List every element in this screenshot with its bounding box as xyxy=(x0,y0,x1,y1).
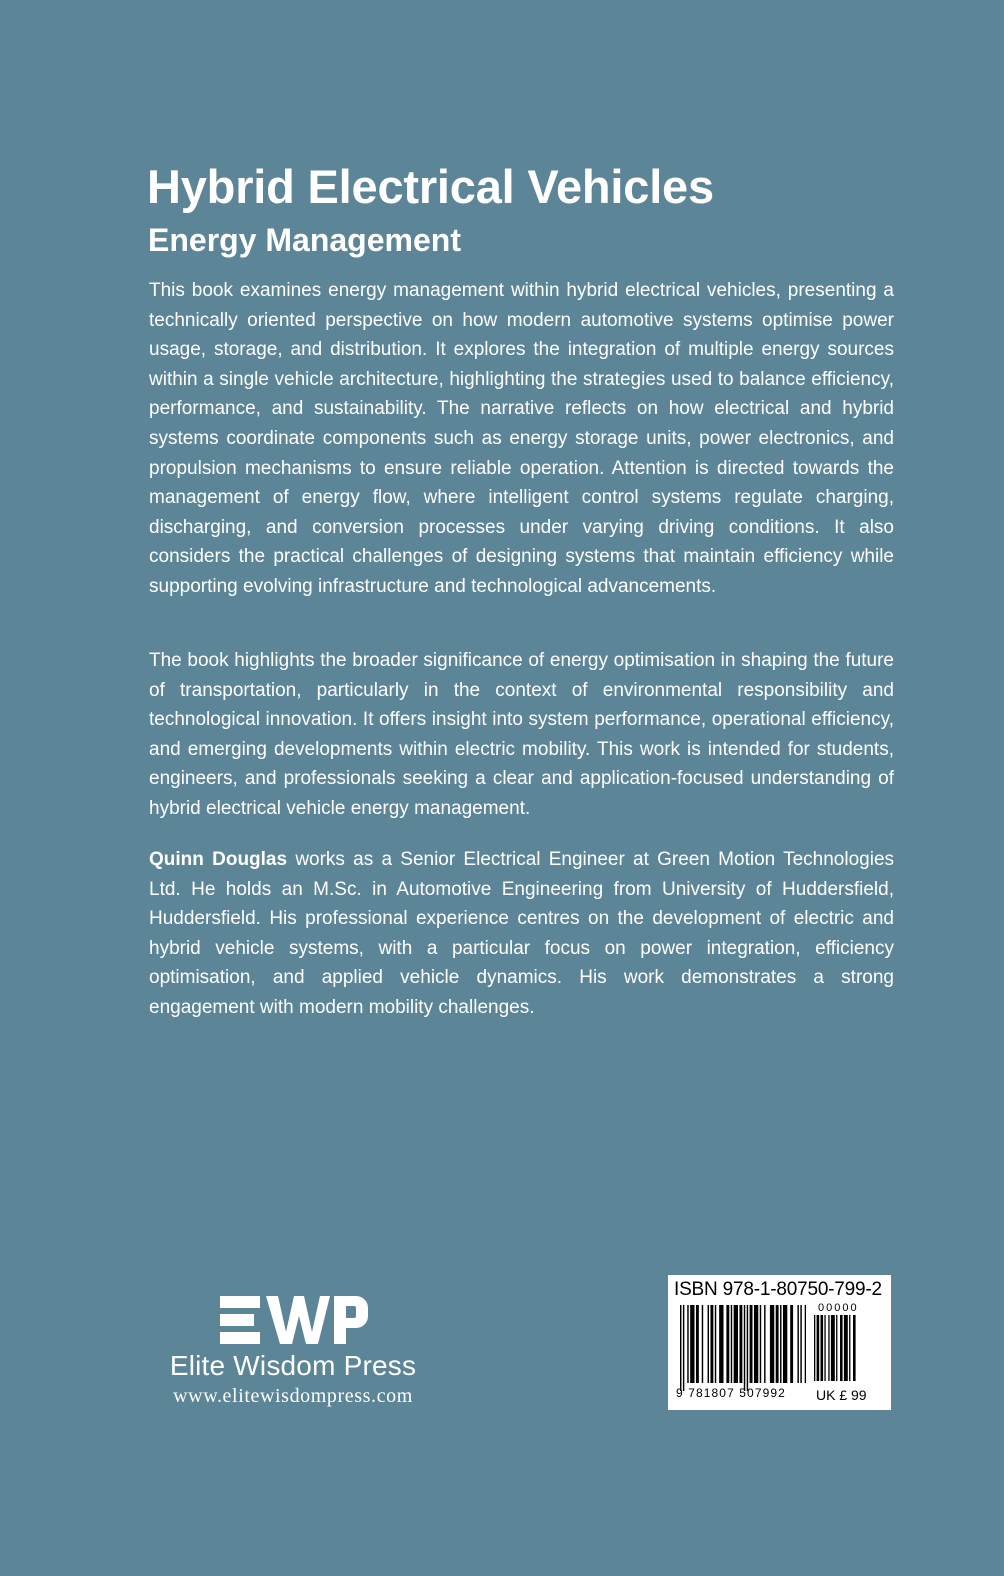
barcode-main-bars xyxy=(680,1305,806,1391)
barcode-bar xyxy=(750,1305,753,1383)
barcode-bar xyxy=(744,1305,745,1391)
ewp-logo-mark xyxy=(218,1294,368,1346)
barcode-bar xyxy=(849,1315,850,1381)
barcode-bar xyxy=(817,1315,820,1381)
barcode-bar xyxy=(754,1305,758,1383)
barcode-bar xyxy=(687,1305,688,1383)
barcode-bar xyxy=(840,1315,843,1381)
description-paragraph-2: The book highlights the broader significance of energy optimisation in shaping the future of transportation, particularly in the context of environmental responsibility and technological innovation. It offers insight into system performance, operational efficiency, and emerging developments within electric mobility. This work is intended for students, engineers, and professionals seeking a clear and application-focused understanding of hybrid electrical vehicle energy management. xyxy=(149,650,894,819)
barcode-bar xyxy=(844,1315,848,1381)
barcode-bar xyxy=(783,1305,787,1383)
author-name: Quinn Douglas xyxy=(149,849,288,870)
publisher-url: www.elitewisdompress.com xyxy=(173,1385,413,1407)
barcode-bar xyxy=(800,1305,801,1383)
barcode-bar xyxy=(780,1305,781,1383)
book-subtitle: Energy Management xyxy=(148,222,461,258)
barcode-addon-code: 00000 xyxy=(818,1302,859,1314)
barcode-bar xyxy=(683,1305,684,1391)
barcode-bar xyxy=(770,1305,774,1383)
barcode-bar xyxy=(726,1305,729,1383)
author-bio-text: works as a Senior Electrical Engineer at Green Motion Technologies Ltd. He holds an M.Sc. in Automotive Engineering from University of Huddersfield, Huddersfield. His professional experience centres on the development of electric and hybrid vehicle systems, with a particular focus on power integration, efficiency optimisation, and applied vehicle dynamics. His work demonstrates a strong engagement with modern mobility challenges. xyxy=(149,849,895,1018)
barcode-bar xyxy=(690,1305,694,1383)
barcode-bar xyxy=(734,1305,738,1383)
barcode-bar xyxy=(715,1305,716,1383)
barcode-bar xyxy=(760,1305,761,1383)
book-title: Hybrid Electrical Vehicles xyxy=(147,160,714,213)
publisher-name: Elite Wisdom Press xyxy=(169,1350,417,1381)
barcode-bar xyxy=(805,1305,806,1383)
description-paragraph-1: This book examines energy management within hybrid electrical vehicles, presenting a technically oriented perspective on how modern automotive systems optimise power usage, storage, and distribution. It explores the integration of multiple energy sources within a single vehicle architecture, highlighting the strategies used to balance efficiency, performance, and sustainability. The narrative reflects on how electrical and hybrid systems coordinate components such as energy storage units, power electronics, and propulsion mechanisms to ensure reliable operation. Attention is directed towards the management of energy flow, where intelligent control systems regulate charging, discharging, and conversion processes under varying driving conditions. It also considers the practical challenges of designing systems that maintain efficiency while supporting evolving infrastructure and technological advancements. xyxy=(149,280,894,597)
isbn-label: ISBN 978-1-80750-799-2 xyxy=(674,1279,882,1300)
barcode-bar xyxy=(680,1305,681,1391)
price-label: UK £ 99 xyxy=(816,1387,867,1403)
barcode-bar xyxy=(814,1315,815,1381)
barcode-bar xyxy=(836,1315,837,1381)
barcode-bar xyxy=(747,1305,748,1391)
author-bio-paragraph xyxy=(149,845,894,1023)
barcode-bar xyxy=(708,1305,709,1383)
barcode-bar xyxy=(739,1305,742,1383)
barcode-bar xyxy=(731,1305,732,1383)
barcode-bar xyxy=(828,1315,829,1381)
publisher-logo xyxy=(148,1294,438,1408)
barcode-bar xyxy=(824,1315,825,1381)
barcode-bar xyxy=(821,1315,824,1381)
barcode-bar xyxy=(764,1305,765,1383)
barcode-bar xyxy=(719,1305,723,1383)
barcode-bar xyxy=(790,1305,793,1383)
barcode-digits: 9 781807 507992 xyxy=(676,1386,786,1400)
isbn-barcode-box xyxy=(668,1275,891,1410)
barcode-addon-bars xyxy=(814,1315,872,1389)
barcode-bar xyxy=(710,1305,713,1383)
barcode-bar xyxy=(696,1305,699,1383)
barcode-bar xyxy=(702,1305,703,1383)
barcode-bar xyxy=(853,1315,856,1381)
barcode-bar xyxy=(797,1305,798,1383)
barcode-bar xyxy=(831,1315,835,1381)
barcode-bar xyxy=(776,1305,779,1383)
